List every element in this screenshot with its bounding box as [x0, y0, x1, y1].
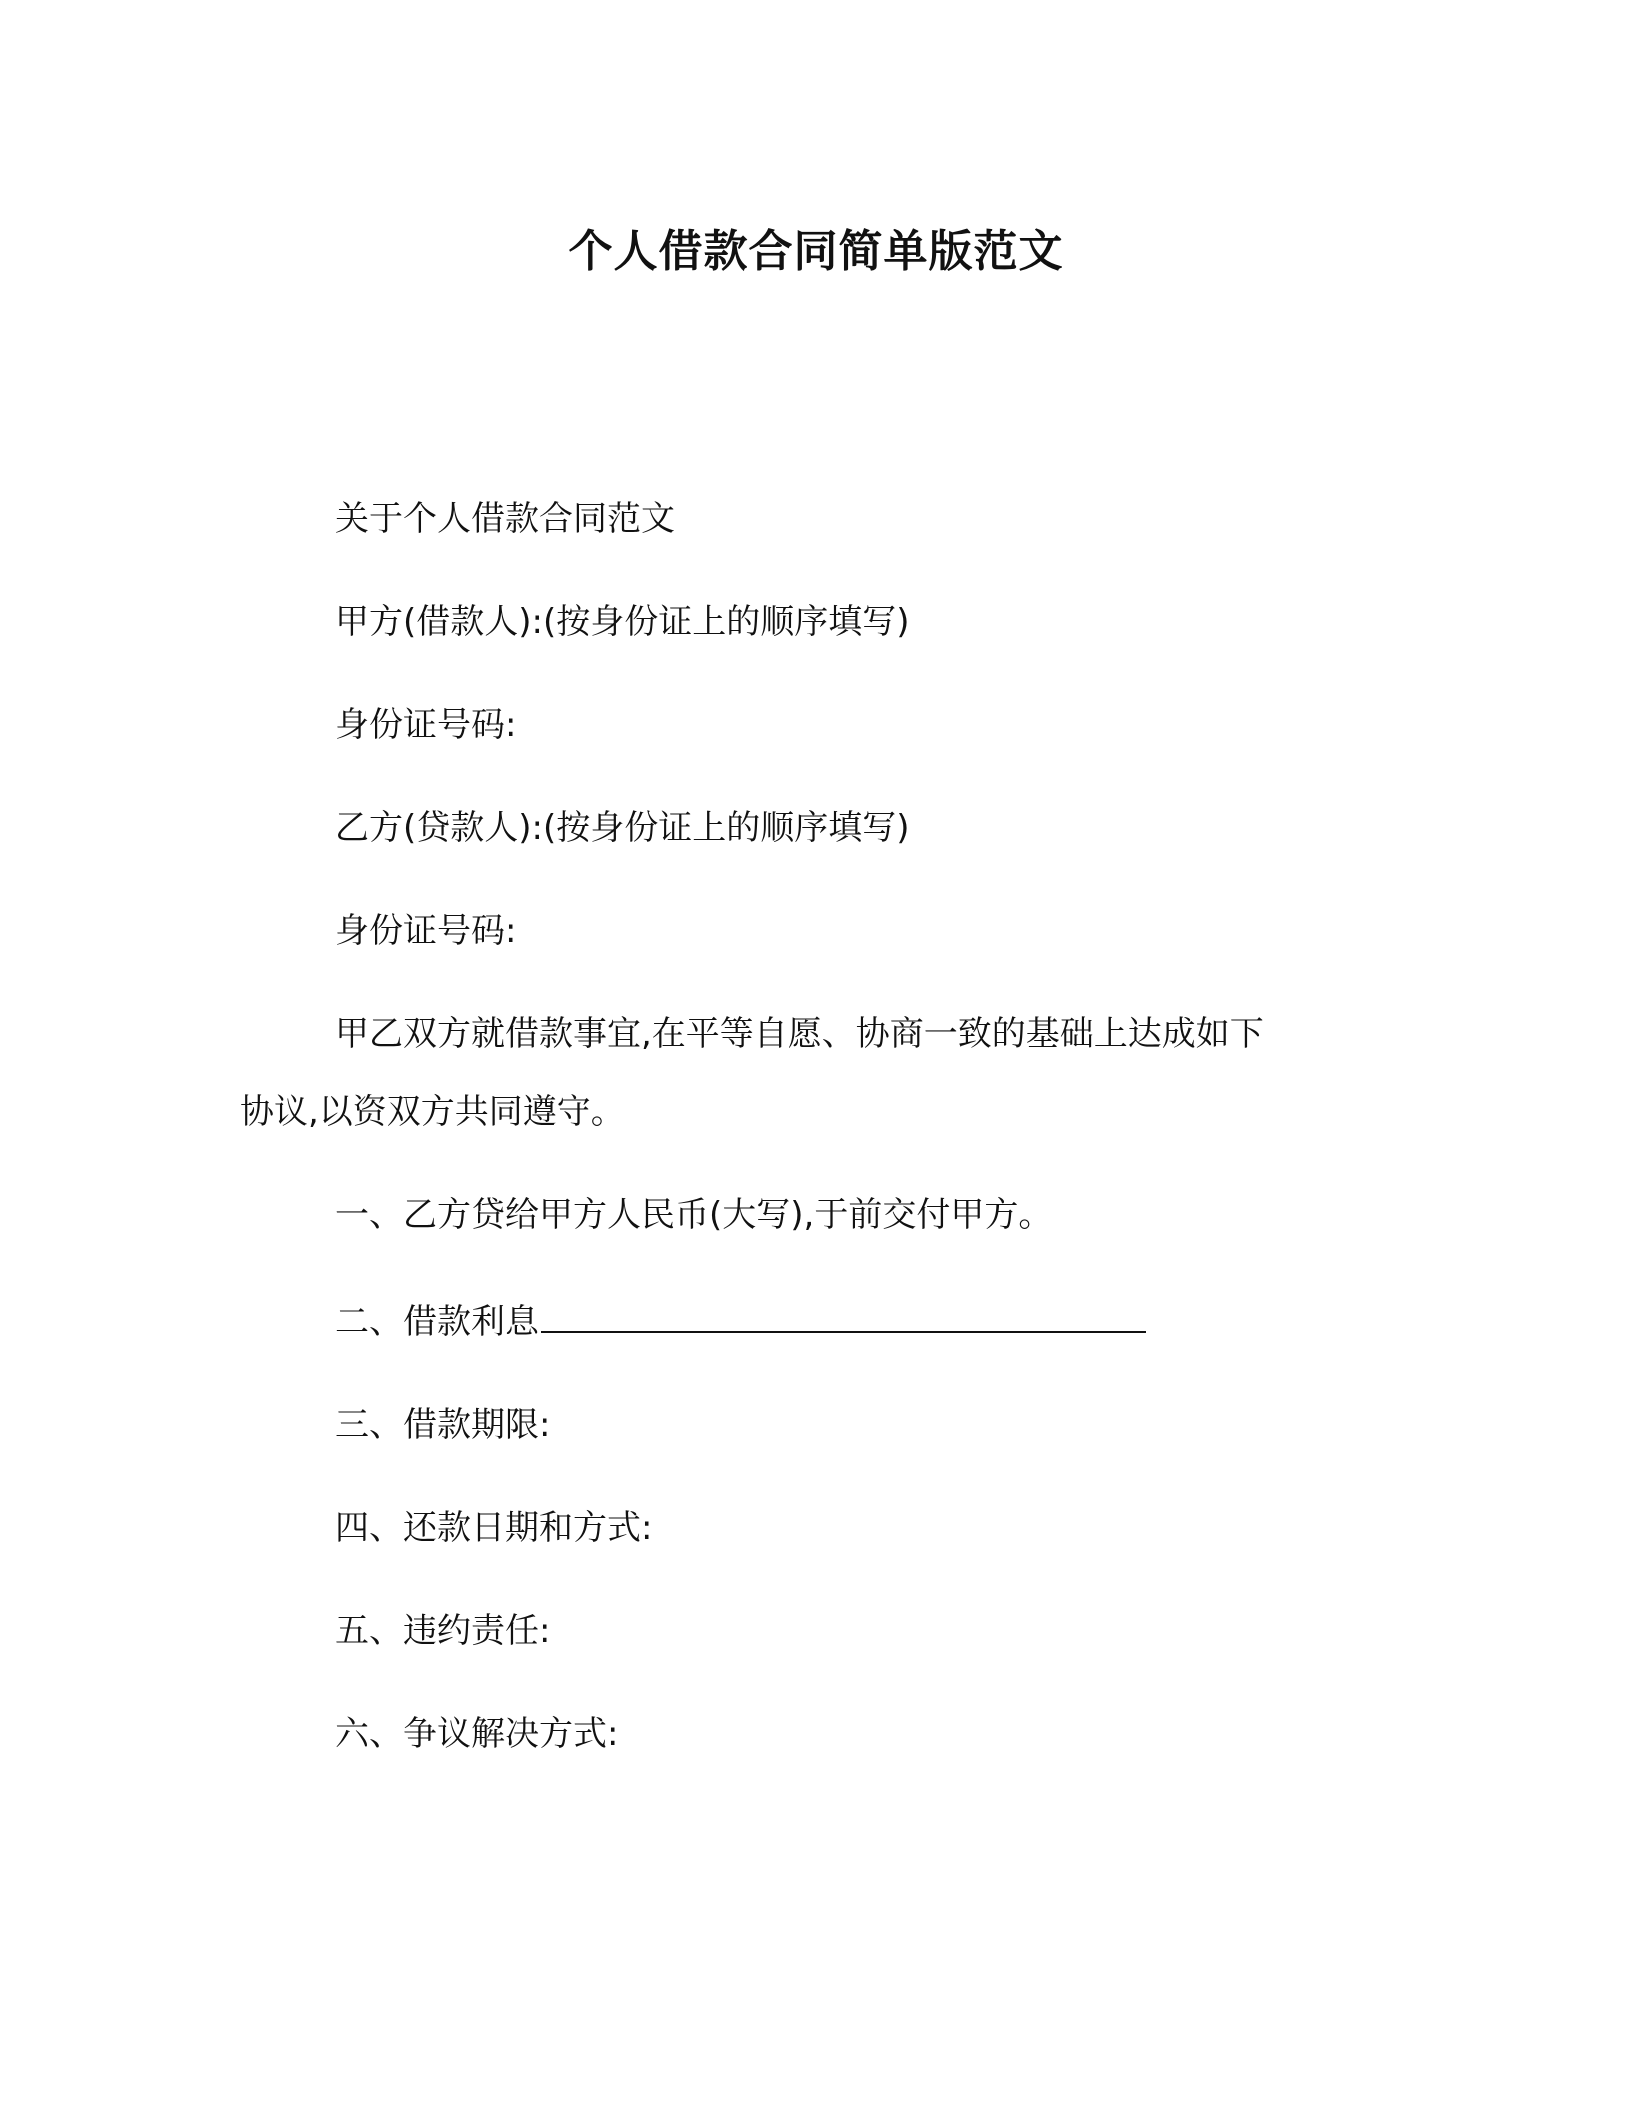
- blank-underline: [541, 1301, 1146, 1333]
- clause-2: [335, 1300, 1146, 1344]
- party-b-line: 乙方(贷款人):(按身份证上的顺序填写): [335, 808, 910, 848]
- document-title: 个人借款合同简单版范文: [568, 226, 1064, 277]
- agreement-line-2: 协议,以资双方共同遵守。: [240, 1092, 625, 1132]
- party-a-id-line: 身份证号码:: [335, 705, 517, 745]
- clause-4: 四、还款日期和方式:: [335, 1508, 653, 1548]
- clause-5: 五、违约责任:: [335, 1611, 551, 1651]
- clause-6: 六、争议解决方式:: [335, 1714, 619, 1754]
- party-b-id-line: 身份证号码:: [335, 911, 517, 951]
- party-a-line: 甲方(借款人):(按身份证上的顺序填写): [335, 602, 910, 642]
- clause-2-label: 二、借款利息: [335, 1302, 539, 1342]
- intro-line: 关于个人借款合同范文: [335, 499, 675, 539]
- clause-1: 一、乙方贷给甲方人民币(大写),于前交付甲方。: [335, 1195, 1053, 1235]
- clause-3: 三、借款期限:: [335, 1405, 551, 1445]
- agreement-line-1: 甲乙双方就借款事宜,在平等自愿、协商一致的基础上达成如下: [335, 1014, 1264, 1054]
